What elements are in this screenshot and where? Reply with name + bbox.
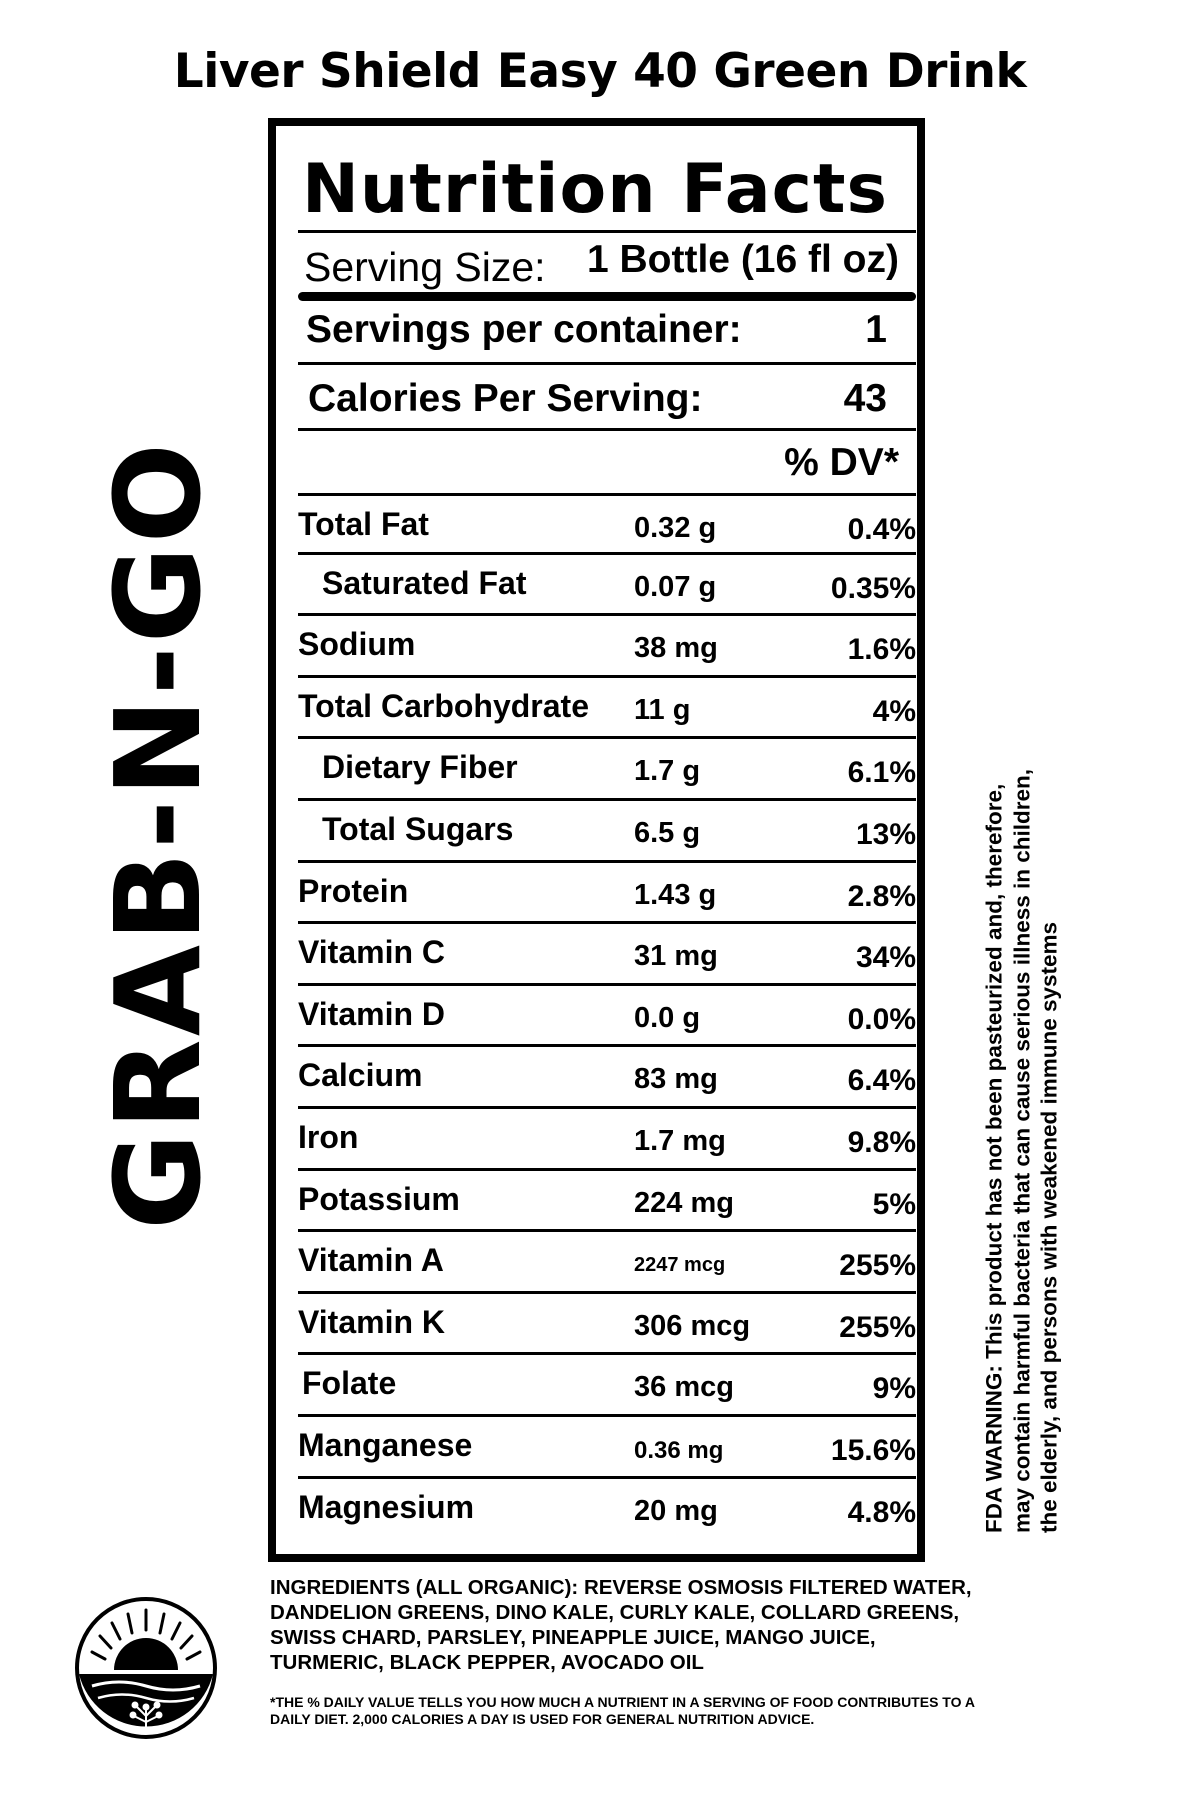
nutrient-name: Vitamin K [298,1303,445,1340]
divider [298,230,916,233]
nutrient-dv: 4% [872,694,916,728]
nutrient-amount: 1.43 g [634,878,717,911]
nutrient-dv: 0.35% [830,571,916,605]
nutrient-amount: 0.0 g [634,1001,701,1034]
nutrient-dv: 34% [855,941,916,975]
product-title: Liver Shield Easy 40 Green Drink [173,44,1027,99]
nutrient-name: Folate [302,1365,397,1402]
nutrient-name: Total Fat [298,506,429,542]
nutrient-amount: 6.5 g [634,816,701,849]
side-label-text: GRAB-N-GO [89,440,227,1230]
sun-over-water-logo-icon [74,1596,218,1740]
nutrient-amount: 83 mg [634,1063,718,1096]
nutrient-row [298,616,916,678]
nutrient-row [298,863,916,925]
nutrient-row [298,1294,916,1356]
nutrition-facts-heading: Nutrition Facts [302,150,888,229]
nutrient-dv: 6.4% [847,1064,916,1098]
nutrient-amount: 36 mcg [634,1371,734,1404]
nutrient-table [298,493,916,1540]
nutrient-amount: 38 mg [634,632,718,665]
nutrient-name: Saturated Fat [322,564,527,601]
nutrient-row [298,493,916,555]
nutrient-dv: 0.4% [847,513,916,546]
nutrient-amount: 0.36 mg [634,1436,724,1464]
nutrient-row [298,678,916,740]
nutrient-dv: 0.0% [847,1002,916,1036]
servings-per-container-value: 1 [865,308,887,351]
nutrient-amount: 306 mcg [634,1309,751,1342]
nutrient-name: Calcium [298,1057,423,1094]
nutrient-name: Protein [298,872,409,909]
nutrient-row [298,1355,916,1417]
nutrient-name: Potassium [298,1180,460,1217]
nutrient-name: Iron [298,1118,359,1155]
nutrient-name: Manganese [298,1426,473,1463]
nutrient-amount: 2247 mcg [634,1254,726,1277]
nutrient-dv: 9.8% [847,1125,916,1159]
nutrient-name: Vitamin A [298,1242,444,1279]
nutrient-name: Magnesium [298,1488,475,1525]
nutrient-name: Vitamin D [298,995,445,1032]
thick-divider [298,292,916,301]
nutrient-row [298,1047,916,1109]
nutrient-name: Total Sugars [322,810,514,847]
nutrient-row [298,801,916,863]
nutrient-dv: 1.6% [847,633,916,667]
nutrient-amount: 224 mg [634,1186,734,1219]
nutrient-row [298,1171,916,1233]
nutrient-amount: 20 mg [634,1494,718,1527]
fda-warning-text: FDA WARNING: This product has not been pasteurized and, therefore, may contain harmful bacteria that can cause serious illness in children, the elderly, and persons with weakened immune systems [981,768,1062,1533]
nutrient-amount: 1.7 mg [634,1124,726,1157]
nutrient-dv: 255% [839,1249,916,1283]
nutrient-amount: 0.32 g [634,512,717,544]
daily-value-header: % DV* [784,441,899,484]
nutrient-dv: 6.1% [847,756,916,790]
nutrient-amount: 11 g [634,693,691,726]
nutrient-row [298,924,916,986]
calories-value: 43 [843,377,887,420]
nutrient-dv: 2.8% [847,879,916,913]
nutrient-dv: 13% [855,817,916,851]
nutrient-row [298,986,916,1048]
nutrient-row [298,1109,916,1171]
serving-size-label: Serving Size: [304,244,546,290]
nutrient-amount: 1.7 g [634,755,701,788]
daily-value-footnote: *THE % DAILY VALUE TELLS YOU HOW MUCH A NUTRIENT IN A SERVING OF FOOD CONTRIBUTES TO A DAILY DIET. 2,000 CALORIES A DAY IS USED FOR GENERAL NUTRITION ADVICE. [270,1694,975,1728]
serving-size-value: 1 Bottle (16 fl oz) [586,238,899,281]
nutrient-row [298,1417,916,1479]
nutrient-name: Total Carbohydrate [298,687,589,724]
nutrient-dv: 5% [872,1187,916,1221]
nutrient-dv: 255% [839,1310,916,1344]
nutrient-row [298,739,916,801]
nutrient-row [298,1232,916,1294]
divider [298,362,916,365]
nutrient-name: Dietary Fiber [322,749,518,786]
nutrient-amount: 31 mg [634,940,718,973]
nutrient-amount: 0.07 g [634,570,717,603]
ingredients-list: INGREDIENTS (ALL ORGANIC): REVERSE OSMOSIS FILTERED WATER, DANDELION GREENS, DINO KALE, CURLY KALE, COLLARD GREENS, SWISS CHARD, PARSLEY, PINEAPPLE JUICE, MANGO JUICE, TURMERIC, BLACK PEPPER, AVOCADO OIL [270,1576,972,1674]
nutrition-facts-panel [268,118,925,1562]
calories-label: Calories Per Serving: [308,377,703,420]
nutrient-row [298,555,916,617]
nutrient-dv: 15.6% [830,1433,916,1467]
nutrient-row [298,1479,916,1541]
nutrient-dv: 4.8% [847,1495,916,1529]
nutrient-name: Vitamin C [298,934,445,971]
divider [298,428,916,431]
nutrient-name: Sodium [298,626,416,663]
servings-per-container-label: Servings per container: [306,308,742,351]
nutrient-dv: 9% [872,1372,916,1406]
